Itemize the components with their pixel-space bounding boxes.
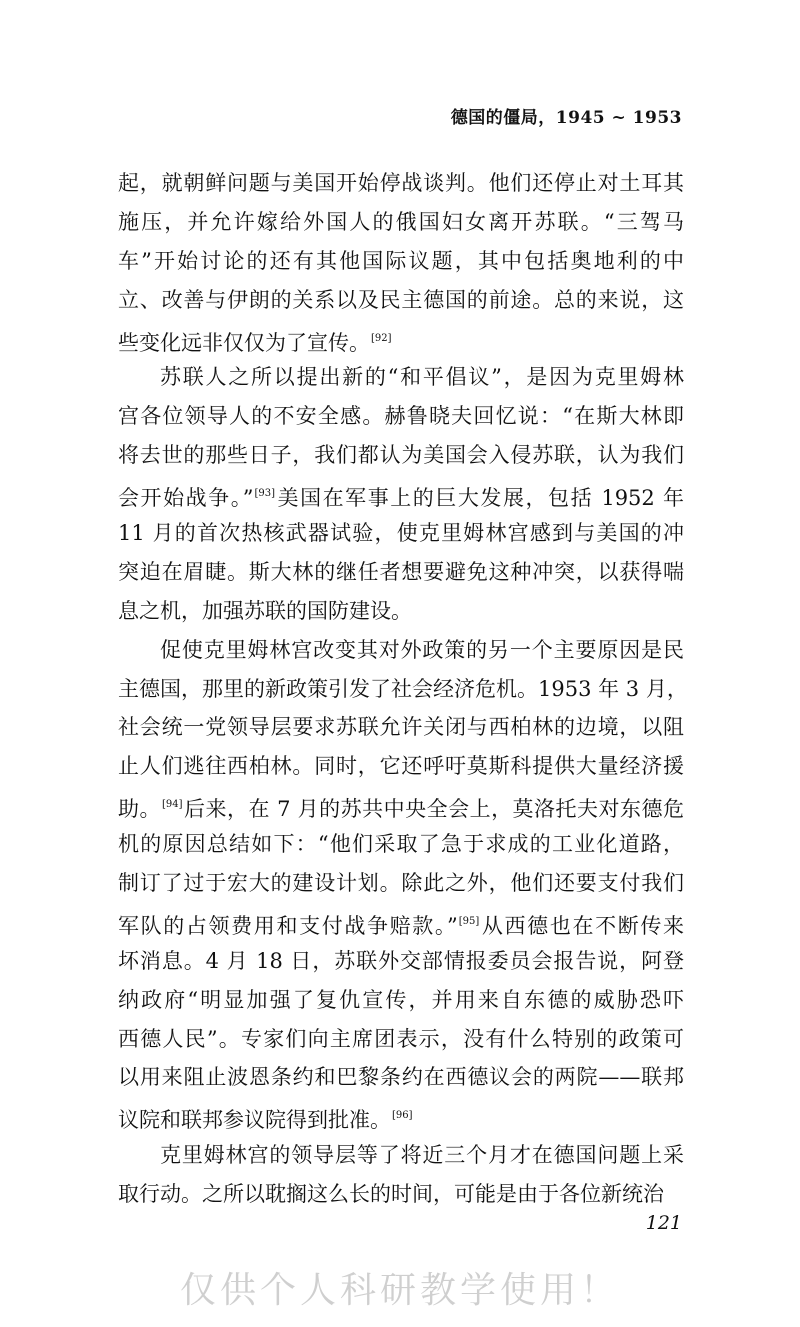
text-segment: 主德国，那里的新政策引发了社会经济危机。1953 年 3 月，	[118, 676, 688, 701]
text-line	[118, 1175, 684, 1214]
text-line	[118, 592, 684, 631]
text-line	[118, 242, 684, 281]
text-line	[118, 436, 684, 475]
text-segment: 促使克里姆林宫改变其对外政策的另一个主要原因是民	[160, 637, 684, 662]
text-line	[118, 981, 684, 1020]
running-head: 德国的僵局，1945 ~ 1953	[450, 108, 682, 128]
text-line	[118, 1020, 684, 1059]
text-line	[118, 203, 684, 242]
text-line	[118, 670, 688, 709]
text-segment: 西德人民”。专家们向主席团表示，没有什么特别的政策可	[118, 1026, 684, 1051]
text-segment: 止人们逃往西柏林。同时，它还呼吁莫斯科提供大量经济援	[118, 754, 684, 779]
text-segment: 11 月的首次热核武器试验，使克里姆林宫感到与美国的冲	[118, 521, 684, 546]
text-line	[118, 942, 684, 981]
watermark: 仅供个人科研教学使用！	[179, 1270, 620, 1311]
text-segment: 宫各位领导人的不安全感。赫鲁晓夫回忆说：“在斯大林即	[118, 404, 684, 429]
text-segment: 社会统一党领导层要求苏联允许关闭与西柏林的边境，以阻	[118, 715, 684, 740]
text-segment: 纳政府“明显加强了复仇宣传，并用来自东德的威胁恐吓	[118, 987, 684, 1012]
text-line	[118, 825, 684, 864]
paragraph	[118, 358, 684, 630]
footnote-ref: [94]	[161, 799, 183, 811]
text-segment: 以用来阻止波恩条约和巴黎条约在西德议会的两院——联邦	[118, 1065, 684, 1090]
text-line	[118, 1058, 684, 1097]
page-number: 121	[645, 1212, 682, 1234]
text-segment: 制订了过于宏大的建设计划。除此之外，他们还要支付我们	[118, 871, 684, 896]
text-line	[118, 864, 684, 903]
text-line	[118, 1097, 684, 1136]
text-segment: 苏联人之所以提出新的“和平倡议”，是因为克里姆林	[160, 365, 684, 390]
text-line	[118, 1136, 684, 1175]
footnote-ref: [95]	[458, 915, 480, 927]
text-segment: 克里姆林宫的领导层等了将近三个月才在德国问题上采	[160, 1143, 684, 1168]
text-segment: 后来，在 7 月的苏共中央全会上，莫洛托夫对东德危	[183, 797, 684, 822]
text-segment: 将去世的那些日子，我们都认为美国会入侵苏联，认为我们	[118, 443, 684, 468]
text-segment: 取行动。之所以耽搁这么长的时间，可能是由于各位新统治	[118, 1182, 664, 1207]
text-segment: 美国在军事上的巨大发展，包括 1952 年	[276, 486, 684, 511]
paragraph	[118, 1136, 684, 1214]
text-segment: 议院和联邦参议院得到批准。	[118, 1108, 391, 1133]
text-segment: 突迫在眉睫。斯大林的继任者想要避免这种冲突，以获得喘	[118, 559, 684, 584]
text-segment: 从西德也在不断传来	[480, 913, 684, 938]
text-line	[118, 514, 684, 553]
text-segment: 坏消息。4 月 18 日，苏联外交部情报委员会报告说，阿登	[118, 948, 684, 973]
text-line	[118, 747, 684, 786]
text-segment: 立、改善与伊朗的关系以及民主德国的前途。总的来说，这	[118, 287, 684, 312]
text-line	[118, 320, 684, 359]
text-line	[118, 358, 684, 397]
text-line	[118, 397, 684, 436]
text-line	[118, 786, 684, 825]
text-line	[118, 475, 684, 514]
paragraph	[118, 164, 684, 358]
text-line	[118, 708, 684, 747]
text-line	[118, 281, 684, 320]
text-segment: 施压，并允许嫁给外国人的俄国妇女离开苏联。“三驾马	[118, 209, 684, 234]
footnote-ref: [93]	[254, 488, 276, 500]
text-segment: 些变化远非仅仅为了宣传。	[118, 330, 370, 355]
body-text	[118, 164, 688, 1214]
text-line	[118, 164, 684, 203]
footnote-ref: [92]	[371, 332, 392, 344]
text-line	[118, 903, 684, 942]
text-segment: 助。	[118, 797, 161, 822]
text-line	[118, 631, 684, 670]
paragraph	[118, 631, 688, 1137]
text-line	[118, 553, 684, 592]
text-segment: 会开始战争。”	[118, 486, 254, 511]
text-segment: 起，就朝鲜问题与美国开始停战谈判。他们还停止对土耳其	[118, 171, 684, 195]
text-segment: 机的原因总结如下：“他们采取了急于求成的工业化道路，	[118, 832, 684, 857]
footnote-ref: [96]	[392, 1110, 413, 1122]
text-segment: 军队的占领费用和支付战争赔款。”	[118, 913, 458, 938]
text-segment: 息之机，加强苏联的国防建设。	[118, 598, 412, 623]
text-segment: 车”开始讨论的还有其他国际议题，其中包括奥地利的中	[118, 248, 684, 273]
